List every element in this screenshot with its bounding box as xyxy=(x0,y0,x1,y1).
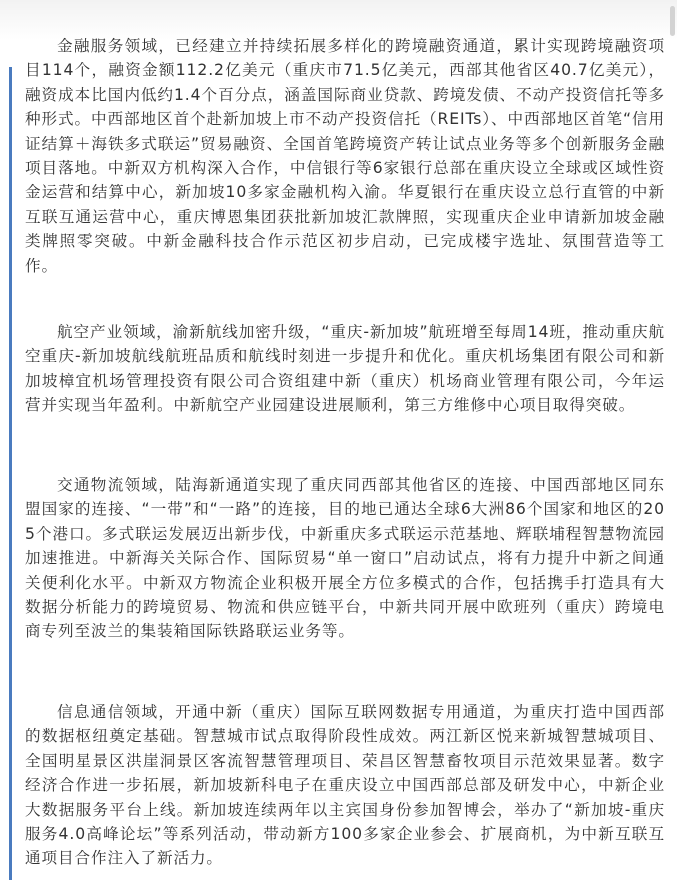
paragraph-financial-services: 金融服务领域，已经建立并持续拓展多样化的跨境融资通道，累计实现跨境融资项目114个，融资金额112.2亿美元（重庆市71.5亿美元，西部其他省区40.7亿美元），融资成本比国内低约1.4个百分点，涵盖国际商业贷款、跨境发债、不动产投资信托等多种形式。中西部地区首个赴新加坡上市不动产投资信托（REITs）、中西部地区首笔“信用证结算＋海铁多式联运”贸易融资、全国首笔跨境资产转让试点业务等多个创新服务金融项目落地。中新双方机构深入合作，中信银行等6家银行总部在重庆设立全球或区域性资金运营和结算中心，新加坡10多家金融机构入渝。华夏银行在重庆设立总行直管的中新互联互通运营中心，重庆博恩集团获批新加坡汇款牌照，实现重庆企业申请新加坡金融类牌照零突破。中新金融科技合作示范区初步启动，已完成楼宇选址、氛围营造等工作。 xyxy=(25,37,665,275)
scrollbar-thumb[interactable] xyxy=(670,6,675,36)
paragraph-aviation-industry: 航空产业领域，渝新航线加密升级，“重庆-新加坡”航班增至每周14班，推动重庆航空重庆-新加坡航线航班品质和航线时刻进一步提升和优化。重庆机场集团有限公司和新加坡樟宜机场管理投资有限公司合资组建中新（重庆）机场商业管理有限公司，今年运营并实现当年盈利。中新航空产业园建设进展顺利，第三方维修中心项目取得突破。 xyxy=(25,323,665,415)
paragraph-information-communication: 信息通信领域，开通中新（重庆）国际互联网数据专用通道，为重庆打造中国西部的数据枢纽奠定基础。智慧城市试点取得阶段性成效。两江新区悦来新城智慧城项目、全国明星景区洪崖洞景区客流智慧管理项目、荣昌区智慧畜牧项目示范效果显著。数字经济合作进一步拓展，新加坡新科电子在重庆设立中国西部总部及研发中心，中新企业大数据服务平台上线。新加坡连续两年以主宾国身份参加智博会，举办了“新加坡-重庆服务4.0高峰论坛”等系列活动，带动新方100多家企业参会、扩展商机，为中新互联互通项目合作注入了新活力。 xyxy=(25,703,665,868)
quote-accent-bar xyxy=(9,67,12,880)
paragraph-transport-logistics: 交通物流领域，陆海新通道实现了重庆同西部其他省区的连接、中国西部地区同东盟国家的连接、“一带”和“一路”的连接，目的地已通达全球6大洲86个国家和地区的205个港口。多式联运发展迈出新步伐，中新重庆多式联运示范基地、辉联埔程智慧物流园加速推进。中新海关关际合作、国际贸易“单一窗口”启动试点，将有力提升中新之间通关便利化水平。中新双方物流企业积极开展全方位多模式的合作，包括携手打造具有大数据分析能力的跨境贸易、物流和供应链平台，中新共同开展中欧班列（重庆）跨境电商专列至波兰的集装箱国际铁路联运业务等。 xyxy=(25,476,665,641)
